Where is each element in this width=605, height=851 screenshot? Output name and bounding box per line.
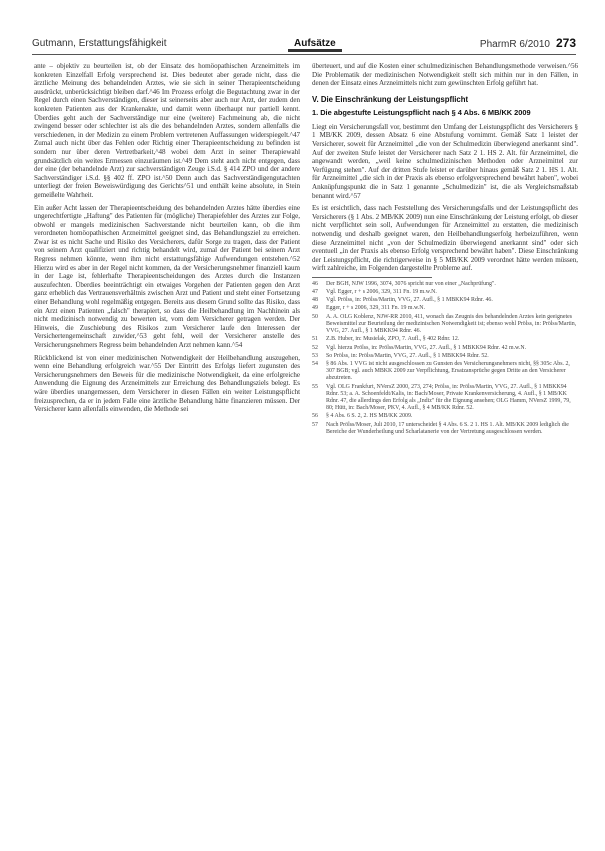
footnote	[312, 297, 578, 304]
footnote-number: 57	[312, 421, 318, 428]
section-heading: V. Die Einschränkung der Leistungspflicht	[312, 94, 469, 104]
footnote-number: 54	[312, 360, 318, 367]
footnote	[312, 422, 578, 436]
footnote	[312, 281, 578, 288]
footnote-divider	[312, 277, 432, 278]
footnote-number: 50	[312, 313, 318, 320]
footnote-text: So Prölss, in: Prölss/Martin, VVG, 27. Aufl., § 1 MBKK94 Rdnr. 52.	[326, 352, 489, 359]
left-column	[34, 62, 300, 418]
footnotes	[312, 281, 578, 436]
footnote-number: 46	[312, 280, 318, 287]
footnote-text: § 4 Abs. 6 S. 2, 2. HS MB/KK 2009.	[326, 413, 413, 420]
footnote-text: A. A. OLG Koblenz, NJW-RR 2010, 411, wonach das Zeugnis des behandelnden Arztes kein geeignetes Beweismittel zur Beurteilung der medizinischen Notwendigkeit ist; ebenso wohl Prölss, in: Prölss/Martin, VVG, 27. Aufl., § 1 MBKK94 Rdnr. 46.	[326, 313, 577, 335]
footnote-number: 47	[312, 289, 318, 296]
body-paragraph: überteuert, und auf die Kosten einer schulmedizinischen Behandlungsmethode verweisen.^56 Die Problematik der medizinischen Notwendigkeit stellt sich mithin nur in den Fällen, in denen der Einsatz eines Arzneimittels nicht zum gewünschten Erfolg geführt hat.	[312, 62, 578, 88]
journal-info	[480, 36, 576, 50]
footnote-number: 53	[312, 352, 318, 359]
footnote-text: Vgl. Egger, r + s 2006, 329, 311 Fn. 19 m.w.N.	[326, 289, 437, 296]
footnote-number: 51	[312, 336, 318, 343]
footnote-text: Nach Prölss/Moser, Juli 2010, 17 unterscheidet § 4 Abs. 6 S. 2 1. HS 1. Alt. MB/KK 2009 lediglich die Bereiche der Wunderheilung und Scharlatanerie von der Vertretung ausgeschlossen werden.	[326, 421, 569, 435]
page-header	[32, 36, 576, 55]
footnote-text: Egger, r + s 2006, 329, 311 Fn. 19 m.w.N.	[326, 305, 426, 312]
body-paragraph: Es ist ersichtlich, dass nach Feststellung des Versicherungsfalls und der Leistungspflicht des Versicherers (§ 1 Abs. 2 MB/KK 2009) nun eine Einschränkung der Leistung erfolgt, ob dieser nicht verpflichtet sein soll, Aufwendungen für Arzneimittel zu erstatten, die medizinisch notwendig und deshalb geeignet waren, den Heilbehandlungserfolg herbeizuführen, wenn diese Arzneimittel nicht „von der Schulmedizin überwiegend anerkannt sind" oder sich eventuell „in der Praxis als ebenso Erfolg versprechend bewährt haben". Diese Einschränkung der Leistungspflicht, die richtigerweise in § 5 MB/KK 2009 verordnet hätte werden müssen, wirft zahlreiche, im Folgenden dargestellte Probleme auf.	[312, 204, 578, 273]
footnote-number: 56	[312, 413, 318, 420]
body-paragraph: Rückblickend ist von einer medizinischen Notwendigkeit der Heilbehandlung auszugehen, wenn eine Behandlung erfolgreich war.^55 Der Eintritt des Erfolgs liefert zugunsten des Versicherungsnehmers den Beweis für die medizinische Notwendigkeit, da eine erfolgreiche Anwendung die Eignung des Arzneimittels zur Erreichung des Behandlungsziels belegt. Es wäre überdies unangemessen, dem Versicherer in diesen Fällen ein weiter Leistungspflicht freizusprechen, da er in jedem Falle eine ärztliche Behandlung hätte finanzieren müssen. Der Versicherer kann allenfalls einwenden, die Methode sei	[34, 353, 300, 414]
footnote-number: 48	[312, 297, 318, 304]
subsection-heading: 1. Die abgestufte Leistungspflicht nach § 4 Abs. 6 MB/KK 2009	[312, 107, 531, 117]
footnote	[312, 345, 578, 352]
footnote	[312, 336, 578, 343]
footnote	[312, 361, 578, 383]
journal-issue: PharmR 6/2010	[479, 39, 550, 50]
footnote-text: Z.B. Huber, in: Musielak, ZPO, 7. Aufl., § 402 Rdnr. 12.	[326, 336, 460, 343]
section-label: Aufsätze	[288, 38, 342, 52]
footnote-number: 55	[312, 383, 318, 390]
page-number: 273	[555, 36, 576, 50]
running-head-author: Gutmann, Erstattungsfähigkeit	[32, 38, 167, 49]
footnote-number: 52	[312, 344, 318, 351]
body-paragraph: ante – objektiv zu beurteilen ist, ob der Einsatz des homöopathischen Arzneimittels im konkreten Einzelfall Erfolg versprechend ist. Dies bedeutet aber gerade nicht, dass die ärztliche Meinung des behandelnden Arztes, wie sie sich in seiner Therapieentscheidung ausdrückt, unberücksichtigt bleiben darf.^46 Im Prozess erfolgt die Begutachtung zwar in der Regel durch einen Sachverständigen, dieser ist seinerseits aber auch nur Arzt, der zudem den konkreten Patienten aus der Krankenakte, und damit wenn überhaupt nur partiell kennt. Überdies geht auch der Sachverständige nur eine (weitere) Fachmeinung ab, die nicht zwingend besser oder schlechter ist als die des behandelnden Arztes, sondern allenfalls die verschiedenen, in der Medizin zu einem Problem vertretenen Auffassungen widerspiegelt.^47 Zumal auch nicht über das Fehlen oder Richtig einer Therapieentscheidung zu befinden ist sondern nur über deren Vertretbarkeit,^48 wobei dem Arzt in seiner Therapiewahl grundsätzlich ein weites Ermessen einzuräumen ist.^49 Dem steht auch nicht entgegen, dass der eine (der behandelnde Arzt) zur sachverständigen Zeuge i.S.d. § 414 ZPO und der andere Sachverständiger i.S.d. §§ 402 ff. ZPO ist.^50 Denn auch das Sachverständigengutachten unterliegt der freien Beweiswürdigung des Gerichts^51 und enthält keine absolute, in Stein gemeißelte Wahrheit.	[34, 62, 300, 199]
footnote-text: Vgl. hierzu Prölss, in: Prölss/Martin, VVG, 27. Aufl., § 1 MBKK94 Rdnr. 42 m.w.N.	[326, 344, 527, 351]
footnote	[312, 353, 578, 360]
footnote-number: 49	[312, 305, 318, 312]
body-paragraph: Liegt ein Versicherungsfall vor, bestimmt den Umfang der Leistungspflicht des Versicherers § 1 MB/KK 2009, dessen Absatz 6 eine Abstufung vornimmt. Gemäß Satz 1 leistet der Versicherer, soweit für Arzneimittel „die von der Schulmedizin überwiegend anerkannt sind". Auf der zweiten Stufe leistet der Versicherer nach Satz 2 1. HS 2. Alt. für Arzneimittel, die angewandt werden, „weil keine schulmedizinischen Methoden oder Arzneimittel zur Verfügung stehen". Auf der dritten Stufe leistet er darüber hinaus gemäß Satz 2 1. HS 1. Alt. für Arzneimittel „die sich in der Praxis als ebenso erfolgversprechend bewährt haben", wobei Anknüpfungspunkt die in Satz 1 genannte „Schulmedizin" ist, die als Vergleichsmaßstab benannt wird.^57	[312, 122, 578, 200]
footnote	[312, 305, 578, 312]
right-column	[312, 62, 578, 437]
footnote-text: Vgl. Prölss, in: Prölss/Martin, VVG, 27. Aufl., § 1 MBKK94 Rdnr. 46.	[326, 297, 493, 304]
footnote-text: Der BGH, NJW 1996, 3074, 3076 spricht nur von einer „Nachprüfung".	[326, 280, 496, 287]
footnote-text: § 86 Abs. 1 VVG ist nicht ausgeschlossen zu Gunsten des Versicherungsnehmers nicht, §§ 305c Abs. 2, 307 BGB; vgl. auch MBKK 2009 zur Verpflichtung, Ersatzansprüche gegen Dritte an den Versicherer abzutreten.	[326, 360, 570, 382]
footnote-text: Vgl. OLG Frankfurt, NVersZ 2000, 273, 274; Prölss, in: Prölss/Martin, VVG, 27. Aufl., § 1 MBKK94 Rdnr. 53; a. A. Schoenfeldt/Kalis, in: Bach/Moser, Private Krankenversicherung, 4. Aufl., § 1 MB/KK Rdnr. 47, die allerdings den Erfolg als „Indiz" für die Eignung ansehen; OLG Hamm, NVersZ 1999, 79, 80; Hütt, in: Bach/Moser, PKV, 4. Aufl., § 4 MB/KK Rdnr. 52.	[326, 383, 571, 412]
footnote	[312, 413, 578, 420]
body-paragraph: Ein außer Acht lassen der Therapieentscheidung des behandelnden Arztes hätte überdies eine ungerechtfertigte „Haftung" des Patienten für (mögliche) Therapiefehler des Arztes zur Folge, obwohl er mangels medizinischen Sachverstande nicht beurteilen kann, ob die ihm verordneten homöopathischen Arzneimittel geeignet sind, das Behandlungsziel zu erreichen. Zwar ist es nicht Sache und Risiko des Versicherers, dafür Sorge zu tragen, dass der Patient von seinem Arzt qualifiziert und richtig behandelt wird, zumal der Patient bei seinem Arzt Regress nehmen könnte, wenn ihm nicht erstattungsfähige Aufwendungen entstehen.^52 Hierzu wird es aber in der Regel nicht kommen, da der Versicherungsnehmer finanziell kaum in der Lage ist, fehlerhafte Therapieentscheidungen des Arztes durch die Instanzen auszufechten. Überdies beeinträchtigt ein etwaiges Vorgehen der Patienten gegen den Arzt ganz erheblich das Vertrauensverhältnis zwischen Arzt und Patient und steht einer Fortsetzung einer Behandlung wohl regelmäßig entgegen. Bereits aus diesem Grund sollte das Risiko, dass ein Arzt einen Patienten „falsch" therapiert, so dass die Heilbehandlung im Nachhinein als nicht medizinisch notwendig zu bewerten ist, vom dem Versicherer getragen werden. Der Hinweis, die Zuschiebung des Risikos zum Versicherer laufe den Interessen der Versichertengemeinschaft zuwider,^53 geht fehl, weil der Versicherer anstelle des Versicherungsnehmers Regress beim behandelnden Arzt nehmen kann.^54	[34, 203, 300, 349]
footnote	[312, 314, 578, 336]
footnote	[312, 289, 578, 296]
footnote	[312, 384, 578, 413]
